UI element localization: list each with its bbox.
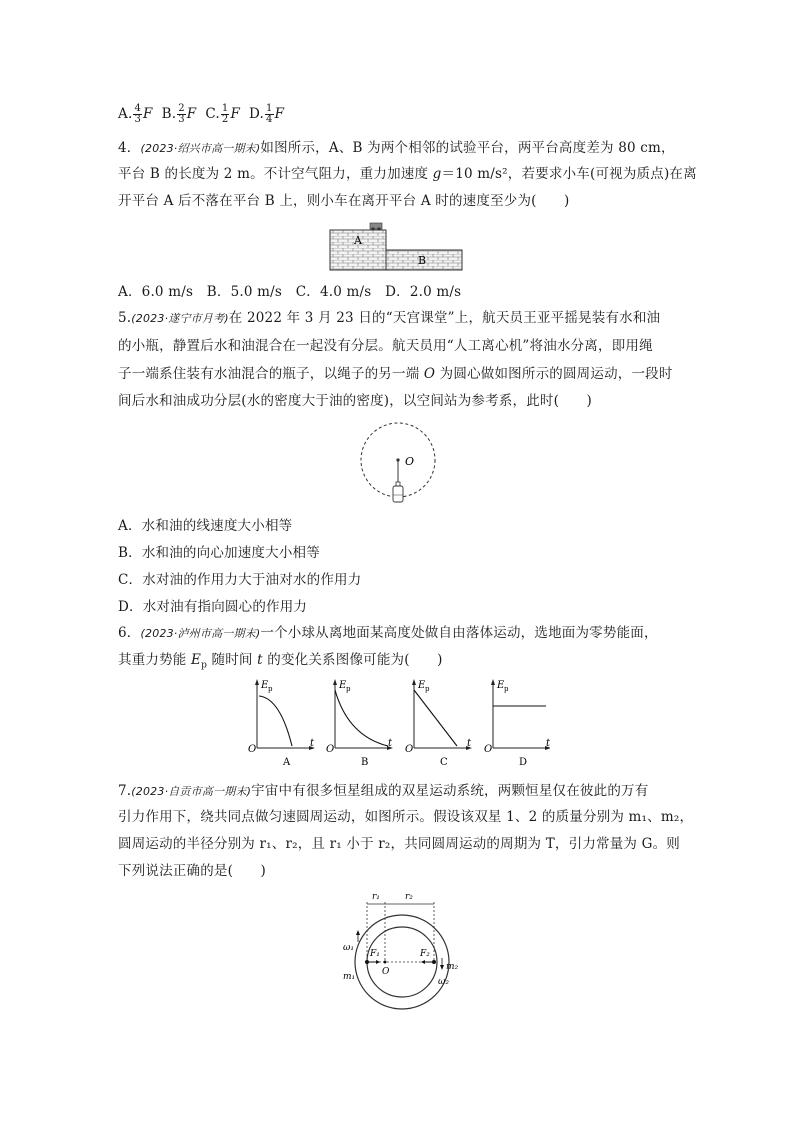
label-a: A	[354, 234, 362, 247]
q3-options: A. $\frac{4}{3}$ F B. $\frac{2}{3}$ F C. $\frac{1}{2}$ F D. $\frac{1}{4}$ F	[118, 103, 285, 125]
q4-line-2: 平台 B 的长度为 2 m。不计空气阻力，重力加速度 g＝10 m/s²，若要求小车(可视为质点)在离	[118, 166, 697, 182]
q6-line-2: 其重力势能 $E_p$ 随时间 t 的变化关系图像可能为( )	[118, 652, 443, 671]
graph-option-label: C	[440, 757, 448, 768]
origin-label: O	[484, 744, 493, 755]
label-omega2: ω₂	[438, 977, 449, 987]
rotation-arrow-head	[356, 930, 360, 935]
q5-option-a: A．水和油的线速度大小相等	[118, 518, 293, 534]
fraction: $\frac{1}{4}$	[266, 103, 273, 125]
x-axis-label: t	[310, 738, 315, 749]
fraction: $\frac{1}{2}$	[221, 103, 229, 125]
graph-curve	[259, 696, 292, 746]
label-f1: F₁	[370, 949, 380, 959]
cart-icon	[370, 223, 382, 231]
q6-line-1: 6．(2023·泸州市高一期末)一个小球从离地面某高度处做自由落体运动，选地面为零势能面，	[118, 625, 658, 641]
q4-line-3: 开平台 A 后不落在平台 B 上，则小车在离开平台 A 时的速度至少为( )	[118, 193, 570, 209]
label-omega1: ω₁	[343, 943, 354, 953]
center-point	[384, 961, 387, 964]
centrifuge-figure	[358, 420, 440, 512]
label-f2: F₂	[420, 949, 430, 959]
x-axis-label: t	[546, 738, 550, 749]
force-arrow-head	[421, 960, 425, 964]
q5-option-b: B．水和油的向心加速度大小相等	[118, 545, 320, 561]
label-m2: m₂	[446, 962, 459, 972]
bottle-icon	[393, 482, 403, 502]
q7-line-3: 圆周运动的半径分别为 r₁、r₂，且 r₁ 小于 r₂，共同圆周运动的周期为 T，引力常量为 G。则	[118, 836, 680, 852]
origin-label: O	[248, 744, 257, 755]
graph-option-label: D	[519, 757, 528, 768]
y-axis-arrow	[333, 679, 337, 685]
graph-option-label: B	[361, 757, 369, 768]
graph-option-label: A	[283, 757, 291, 768]
q5-option-c: C．水对油的作用力大于油对水的作用力	[118, 572, 362, 588]
q7-line-2: 引力作用下，绕共同点做匀速圆周运动，如图所示。假设该双星 1、2 的质量分别为 m₁、m₂，	[118, 809, 694, 825]
graph-curve	[414, 690, 457, 746]
q7-line-4: 下列说法正确的是( )	[118, 863, 266, 879]
q5-line-4: 间后水和油成功分层(水的密度大于油的密度)，以空间站为参考系，此时( )	[118, 393, 592, 409]
q5-line-3: 子一端系住装有水油混合的瓶子，以绳子的另一端 O 为圆心做如图所示的圆周运动，一段时	[118, 366, 673, 382]
y-axis-subscript: p	[346, 685, 351, 693]
origin-label: O	[405, 744, 414, 755]
q5-line-1: 5.(2023·遂宁市月考)在 2022 年 3 月 23 日的“天宫课堂”上，航天员王亚平摇晃装有水和油	[118, 310, 661, 326]
fraction: $\frac{4}{3}$	[134, 103, 142, 125]
origin-label: O	[326, 744, 335, 755]
label-r1: r₁	[372, 892, 380, 902]
graph-curve	[335, 690, 388, 746]
q5-option-d: D．水对油有指向圆心的作用力	[118, 599, 308, 615]
y-axis-arrow	[412, 679, 416, 685]
label-m1: m₁	[343, 972, 356, 982]
q4-line-1: 4．(2023·绍兴市高一期末)如图所示，A、B 为两个相邻的试验平台，两平台高度差为 80 cm，	[118, 140, 675, 156]
y-axis-arrow	[255, 679, 259, 685]
label-r2: r₂	[405, 892, 413, 902]
y-axis-subscript: p	[504, 685, 509, 693]
y-axis-label: E	[418, 680, 426, 691]
label-o: O	[405, 455, 415, 468]
force-arrow-head	[376, 960, 380, 964]
x-axis-label: t	[467, 738, 472, 749]
label-b: B	[418, 254, 427, 267]
y-axis-subscript: p	[268, 685, 273, 693]
platform-figure	[320, 218, 470, 274]
fraction: $\frac{2}{3}$	[178, 103, 185, 125]
x-axis-label: t	[388, 738, 393, 749]
q4-options: A．6.0 m/s B．5.0 m/s C．4.0 m/s D．2.0 m/s	[118, 284, 462, 300]
label-o: O	[382, 967, 390, 977]
q7-line-1: 7.(2023·自贡市高一期末)宇宙中有很多恒星组成的双星运动系统，两颗恒星仅在彼此的万有	[118, 783, 649, 799]
y-axis-label: E	[261, 680, 269, 691]
binary-star-figure	[332, 884, 472, 1016]
y-axis-arrow	[491, 679, 495, 685]
energy-graphs	[240, 676, 550, 768]
y-axis-label: E	[497, 680, 505, 691]
y-axis-subscript: p	[425, 685, 430, 693]
q5-line-2: 的小瓶，静置后水和油混合在一起没有分层。航天员用“人工离心机”将油水分离，即用绳	[118, 338, 653, 354]
rotation-arrow-head	[440, 965, 444, 970]
y-axis-label: E	[339, 680, 347, 691]
